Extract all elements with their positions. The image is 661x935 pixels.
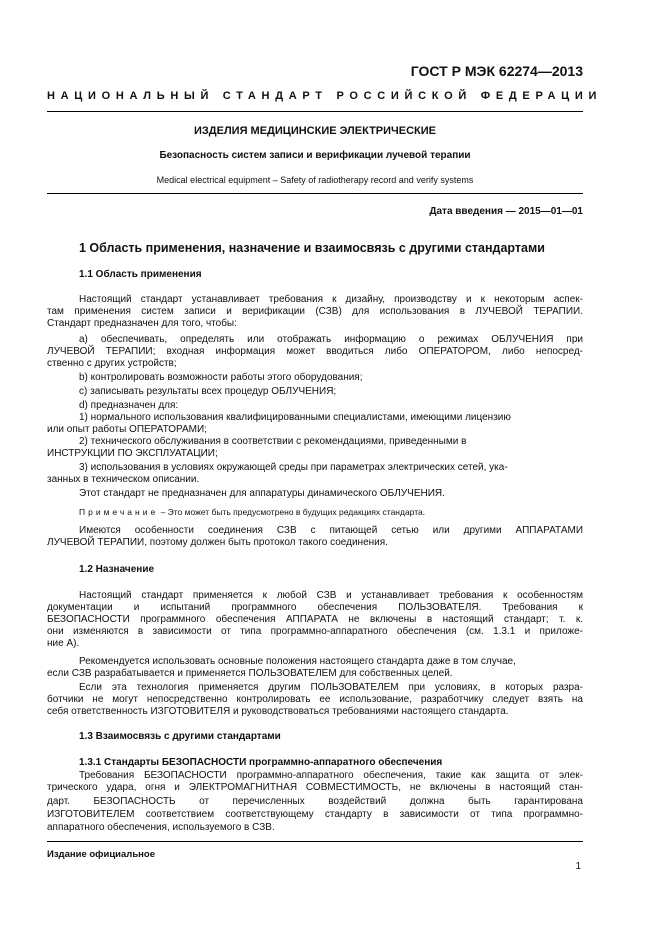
paragraph-line: ботчики не могут непосредственно контролировать ее использование, разработчику следует взять на (47, 694, 583, 705)
section-1-3-heading: 1.3 Взаимосвязь с другими стандартами (79, 731, 281, 742)
list-item-c: с) записывать результаты всех процедур ОБЛУЧЕНИЯ; (79, 386, 337, 397)
header-rule (47, 111, 583, 112)
introduction-date: Дата введения — 2015—01—01 (429, 206, 583, 217)
paragraph-line: ЛУЧЕВОЙ ТЕРАПИИ; входная информация может вводиться либо ОПЕРАТОРОМ, либо непосред- (47, 346, 583, 357)
paragraph-line: там применения систем записи и верификации (СЗВ) для использования в ЛУЧЕВОЙ ТЕРАПИИ. (47, 306, 583, 317)
footer-rule (47, 841, 583, 842)
paragraph-line: Имеются особенности соединения СЗВ с питающей сетью или другими АППАРАТАМИ (79, 525, 583, 536)
paragraph-line: ние А). (47, 638, 80, 649)
document-title: ИЗДЕЛИЯ МЕДИЦИНСКИЕ ЭЛЕКТРИЧЕСКИЕ (193, 125, 437, 137)
paragraph-line: дарт. БЕЗОПАСНОСТЬ от перечисленных воздействий должна быть гарантирована (47, 796, 583, 807)
paragraph-line: Настоящий стандарт устанавливает требования к дизайну, производству и к некоторым аспек- (79, 294, 583, 305)
section-1-heading: 1 Область применения, назначение и взаимосвязь с другими стандартами (79, 241, 545, 255)
sub-item-2: 2) технического обслуживания в соответствии с рекомендациями, приведенными в (79, 436, 467, 447)
sub-item-1: 1) нормального использования квалифицированными специалистами, имеющими лицензию (79, 412, 511, 423)
paragraph-line: они изменяются в зависимости от типа программно-аппаратного обеспечения (см. 1.3.1 и приложе- (47, 626, 583, 637)
paragraph-line: Стандарт предназначен для того, чтобы: (47, 318, 237, 329)
paragraph-line: Этот стандарт не предназначен для аппаратуры динамического ОБЛУЧЕНИЯ. (79, 488, 445, 499)
paragraph-line: ИЗГОТОВИТЕЛЕМ соответствием соответствующему стандарту в зависимости от типа программно- (47, 809, 583, 820)
english-title: Medical electrical equipment – Safety of radiotherapy record and verify systems (156, 175, 474, 185)
paragraph-line: Требования БЕЗОПАСНОСТИ программно-аппаратного обеспечения, такие как защита от элек- (79, 770, 583, 781)
page-number: 1 (575, 861, 581, 872)
section-1-3-1-heading: 1.3.1 Стандарты БЕЗОПАСНОСТИ программно-аппаратного обеспечения (79, 757, 443, 768)
edition-label: Издание официальное (47, 849, 155, 860)
paragraph-line: трического удара, огня и ЭЛЕКТРОМАГНИТНАЯ СОВМЕСТИМОСТЬ, не включены в настоящий стан- (47, 782, 583, 793)
document-subtitle: Безопасность систем записи и верификации лучевой терапии (159, 150, 471, 161)
paragraph-line: БЕЗОПАСНОСТИ программного обеспечения АППАРАТА не включены в настоящий стандарт; т. к. (47, 614, 583, 625)
paragraph-line: или опыт работы ОПЕРАТОРАМИ; (47, 424, 207, 435)
list-item-b: b) контролировать возможности работы этого оборудования; (79, 372, 363, 383)
paragraph-line: ИНСТРУКЦИИ ПО ЭКСПЛУАТАЦИИ; (47, 448, 218, 459)
list-item-a: а) обеспечивать, определять или отображать информацию о режимах ОБЛУЧЕНИЯ при (79, 334, 583, 345)
list-item-d: d) предназначен для: (79, 400, 179, 411)
paragraph-line: Если эта технология применяется другим ПОЛЬЗОВАТЕЛЕМ при условиях, в которых разра- (79, 682, 583, 693)
paragraph-line: ЛУЧЕВОЙ ТЕРАПИИ, поэтому должен быть протокол такого соединения. (47, 537, 388, 548)
title-rule (47, 193, 583, 194)
section-1-2-heading: 1.2 Назначение (79, 564, 155, 575)
paragraph-line: ственно с других устройств; (47, 358, 177, 369)
note (79, 507, 425, 517)
paragraph-line: документации и испытаний программного обеспечения ПОЛЬЗОВАТЕЛЯ. Требования к (47, 602, 583, 613)
section-1-1-heading: 1.1 Область применения (79, 269, 202, 280)
note-text: – Это может быть предусмотрено в будущих редакциях стандарта. (158, 507, 426, 517)
note-label: Примечание (79, 507, 159, 517)
document-number: ГОСТ Р МЭК 62274—2013 (410, 63, 583, 79)
paragraph-line: себя ответственность ИЗГОТОВИТЕЛЯ и руководствоваться требованиями настоящего стандарта. (47, 706, 509, 717)
paragraph-line: Настоящий стандарт применяется к любой СЗВ и устанавливает требования к особенностям (79, 590, 583, 601)
paragraph-line: занных в техническом описании. (47, 474, 200, 485)
national-standard-banner: НАЦИОНАЛЬНЫЙ СТАНДАРТ РОССИЙСКОЙ ФЕДЕРАЦИИ (47, 90, 603, 102)
paragraph-line: если СЗВ разрабатывается и применяется ПОЛЬЗОВАТЕЛЕМ для собственных целей. (47, 668, 453, 679)
sub-item-3: 3) использования в условиях окружающей среды при параметрах электрических сетей, ука- (79, 462, 508, 473)
paragraph-line: Рекомендуется использовать основные положения настоящего стандарта даже в том случае, (79, 656, 516, 667)
paragraph-line: аппаратного обеспечения, используемого в СЗВ. (47, 822, 275, 833)
